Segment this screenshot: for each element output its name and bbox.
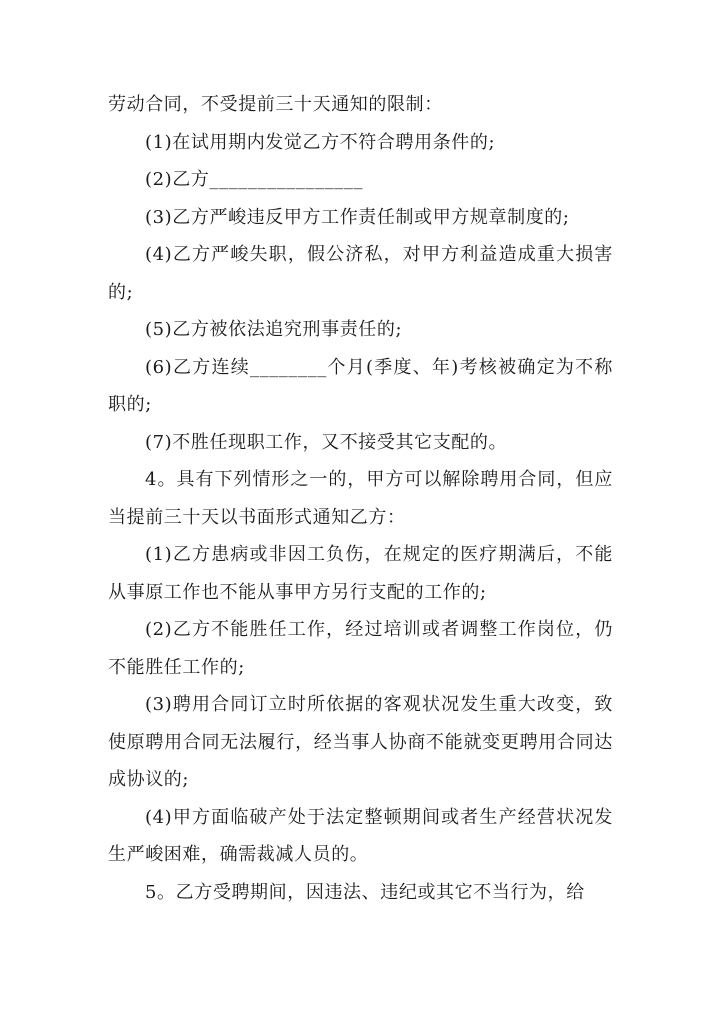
paragraph: (3)乙方严峻违反甲方工作责任制或甲方规章制度的; [145,206,570,228]
paragraph: (3)聘用合同订立时所依据的客观状况发生重大改变，致使原聘用合同无法履行，经当事人协商不能就变更聘用合同达成协议的; [108,694,613,790]
paragraph: 4。具有下列情形之一的，甲方可以解除聘用合同，但应当提前三十天以书面形式通知乙方： [108,469,613,528]
paragraph: (1)乙方患病或非因工负伤，在规定的医疗期满后，不能从事原工作也不能从事甲方另行支配的工作的; [108,544,613,603]
paragraph: (2)乙方不能胜任工作，经过培训或者调整工作岗位，仍不能胜任工作的; [108,619,613,678]
paragraph: (5)乙方被依法追究刑事责任的; [145,319,403,340]
paragraph: (6)乙方连续________个月(季度、年)考核被确定为不称职的; [108,356,613,415]
paragraph: (2)乙方________________ [145,169,364,190]
paragraph: 5。乙方受聘期间，因违法、违纪或其它不当行为，给 [145,881,585,903]
document-body [108,86,613,911]
paragraph: (1)在试用期内发觉乙方不符合聘用条件的; [145,131,496,153]
paragraph: (4)乙方严峻失职，假公济私，对甲方利益造成重大损害的; [108,244,613,303]
paragraph: (7)不胜任现职工作，又不接受其它支配的。 [145,431,508,453]
paragraph: (4)甲方面临破产处于法定整顿期间或者生产经营状况发生严峻困难，确需裁减人员的。 [108,806,613,865]
paragraph: 劳动合同，不受提前三十天通知的限制： [108,94,443,115]
